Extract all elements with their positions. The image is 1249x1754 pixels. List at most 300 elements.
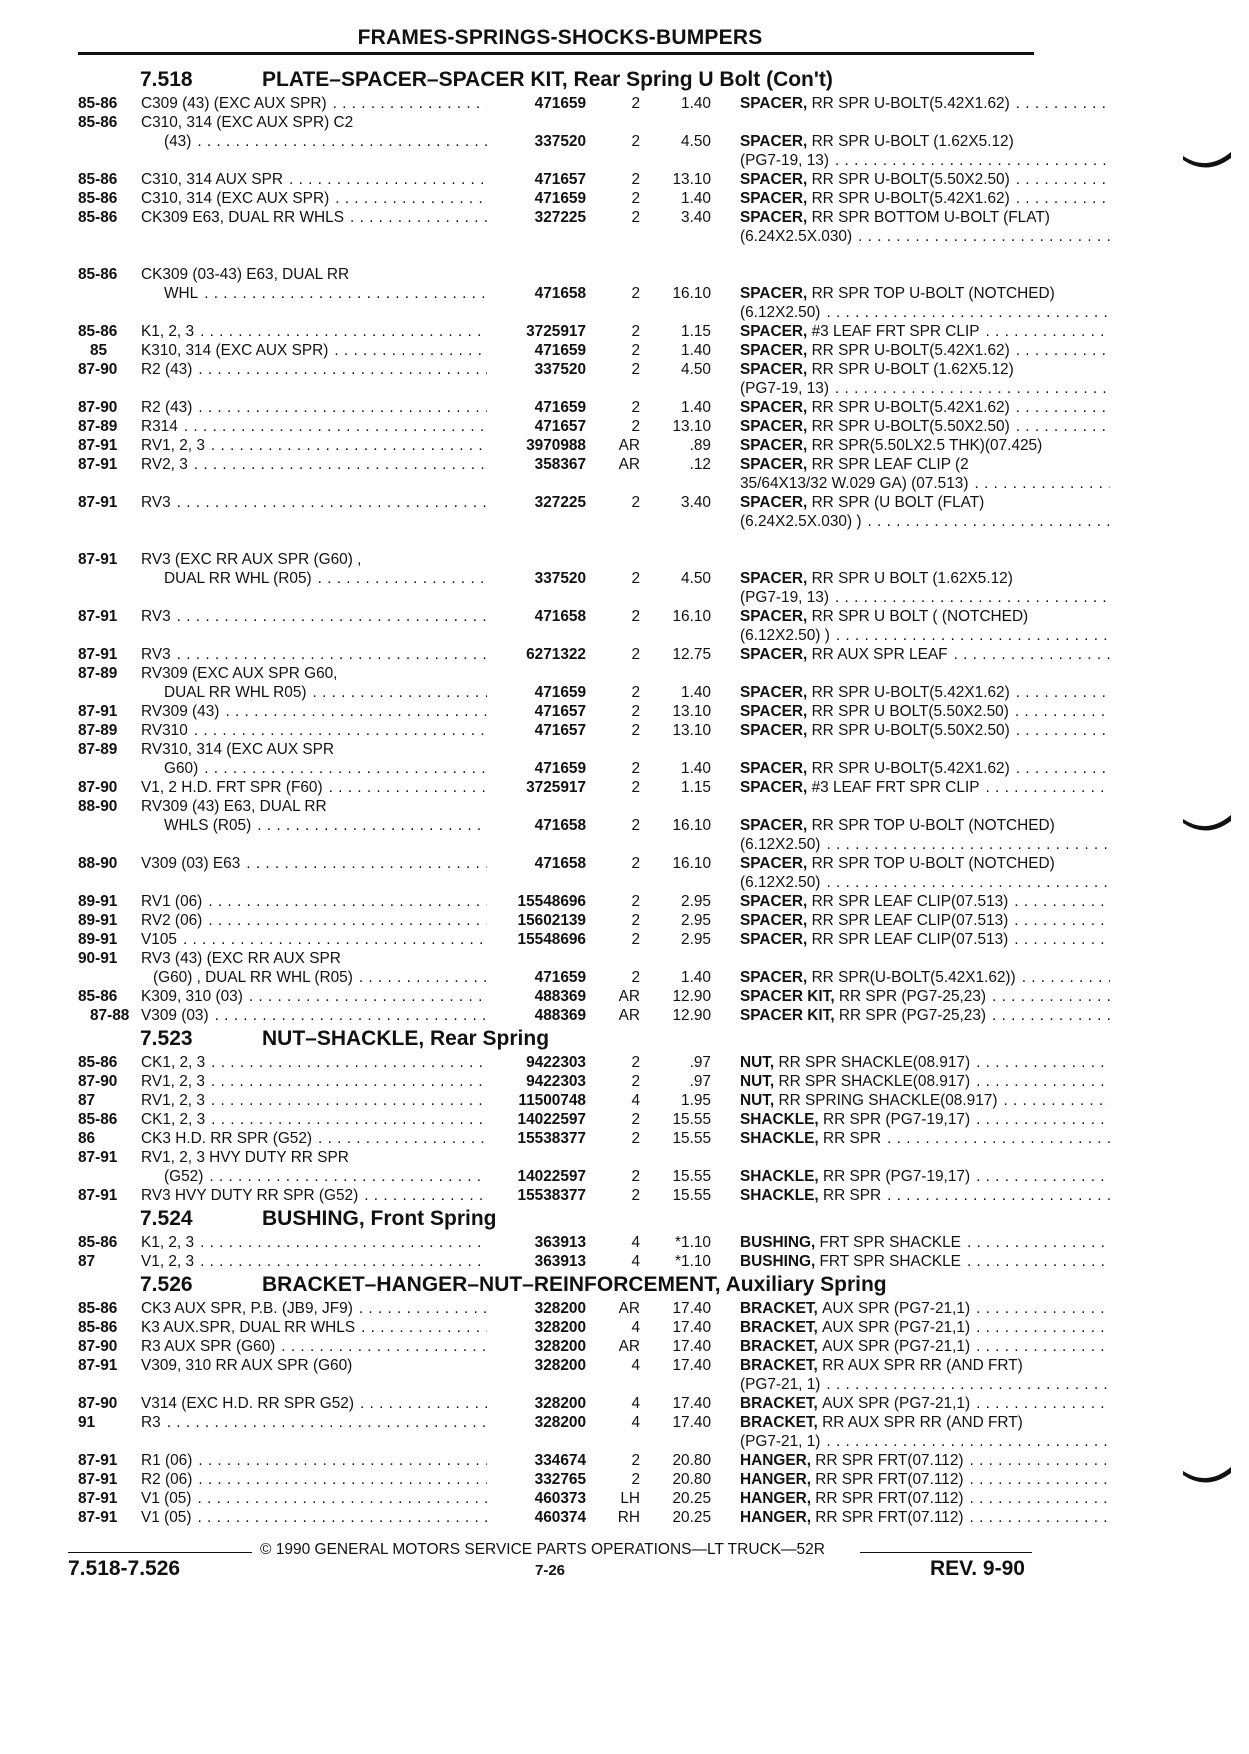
price: 17.40 [672,1300,711,1317]
part-description [740,227,1110,246]
part-description [740,645,1110,664]
part-row [78,550,1038,569]
part-row [78,341,1038,360]
description-text: RR SPR U-BOLT(5.50X2.50) [811,418,1010,435]
model-text: RV2 (06) [141,912,203,929]
part-number: 471659 [534,684,586,701]
dot-leader [1014,911,1110,930]
model-text: DUAL RR WHL R05) [164,684,307,701]
part-row [78,1129,1038,1148]
model-year: 86 [78,1130,96,1147]
part-row [78,1508,1038,1527]
dot-leader [184,417,487,436]
part-number: 15548696 [517,893,586,910]
part-row [78,949,1038,968]
model-application [141,1110,487,1129]
part-row [78,493,1038,512]
part-number: 488369 [534,988,586,1005]
price: 16.10 [672,608,711,625]
part-number: 337520 [534,361,586,378]
description-text: RR SPR LEAF CLIP(07.513) [811,931,1009,948]
dot-leader [976,1053,1110,1072]
price: 20.80 [672,1452,711,1469]
dot-leader [198,1470,487,1489]
description-noun: SPACER, [740,399,808,416]
quantity: 2 [631,703,640,720]
model-text: RV309 (43) [141,703,220,720]
model-year: 85-86 [78,988,118,1005]
dot-leader [200,1252,487,1271]
description-noun: SPACER, [740,646,808,663]
quantity: 4 [631,1092,640,1109]
part-description [740,778,1110,797]
part-description [740,607,1110,626]
model-text: DUAL RR WHL (R05) [164,570,312,587]
description-text: RR SPR SHACKLE(08.917) [778,1054,971,1071]
page-header-title: FRAMES-SPRINGS-SHOCKS-BUMPERS [357,26,763,49]
part-number: 471659 [534,190,586,207]
model-year: 87-89 [78,665,118,682]
part-row [78,1110,1038,1129]
dot-leader [992,1006,1110,1025]
price: 15.55 [672,1187,711,1204]
part-description [740,816,1110,835]
model-year: 87-91 [78,1149,118,1166]
dot-leader [194,455,487,474]
price: 1.15 [681,779,711,796]
model-application [141,170,487,189]
description-noun: SPACER, [740,190,808,207]
model-year: 85 [90,342,108,359]
model-text: C310, 314 (EXC AUX SPR) C2 [141,114,354,131]
description-text: RR SPRING SHACKLE(08.917) [778,1092,998,1109]
model-year: 85-86 [78,95,118,112]
quantity: 2 [631,209,640,226]
price: 1.40 [681,684,711,701]
model-text: R3 [141,1414,161,1431]
model-year: 87-91 [78,456,118,473]
model-application [141,360,487,379]
dot-leader [211,436,487,455]
part-number: 14022597 [517,1111,586,1128]
model-year: 85-86 [78,1111,118,1128]
description-noun: HANGER, [740,1490,811,1507]
model-year: 85-86 [78,209,118,226]
description-text: RR SPR FRT(07.112) [815,1452,964,1469]
price: 1.15 [681,323,711,340]
model-application [141,1186,487,1205]
dot-leader [868,512,1111,531]
dot-leader [257,816,487,835]
model-year: 88-90 [78,855,118,872]
description-text: (PG7-19, 13) [740,589,829,606]
part-row [78,208,1050,227]
model-year: 87-91 [78,1357,118,1374]
description-noun: SPACER, [740,893,808,910]
model-year: 85-86 [78,171,118,188]
description-noun: SHACKLE, [740,1111,819,1128]
description-text: (6.24X2.5X.030) ) [740,513,862,530]
part-number: 328200 [534,1338,586,1355]
model-year: 85-86 [78,1234,118,1251]
model-application [141,1072,487,1091]
model-text: V309 (03) [141,1007,209,1024]
model-text: K309, 310 (03) [141,988,243,1005]
part-number: 334674 [534,1452,586,1469]
description-text: AUX SPR (PG7-21,1) [822,1395,971,1412]
description-text: RR SPR (PG7-25,23) [838,1007,987,1024]
description-noun: BUSHING, [740,1234,816,1251]
description-text: RR SPR U BOLT ( (NOTCHED) [811,608,1029,625]
dot-leader [198,398,487,417]
part-row [78,132,1038,151]
description-noun: SPACER KIT, [740,988,835,1005]
parts-listing [78,66,1055,1527]
model-year: 85-86 [78,266,118,283]
model-application [141,341,487,360]
price: 1.40 [681,190,711,207]
part-description [740,721,1110,740]
description-noun: SPACER, [740,931,808,948]
part-description [740,835,1110,854]
part-number: 328200 [534,1357,586,1374]
footer-page-number: 7-26 [535,1562,566,1579]
dot-leader [197,1508,487,1527]
part-row [78,379,1038,398]
dot-leader [887,1129,1110,1148]
model-year: 85-86 [78,114,118,131]
dot-leader [215,1006,487,1025]
model-application [153,968,487,987]
price: 17.40 [672,1395,711,1412]
description-noun: SHACKLE, [740,1187,819,1204]
description-noun: NUT, [740,1054,775,1071]
dot-leader [198,1451,487,1470]
model-text: RV310 [141,722,188,739]
part-row [78,1186,1038,1205]
model-application [141,1337,487,1356]
part-row [78,1356,1038,1375]
description-text: RR SPR(U-BOLT(5.42X1.62)) [811,969,1016,986]
part-number: 9422303 [526,1073,586,1090]
description-text: RR SPR BOTTOM U-BOLT (FLAT) [811,209,1050,226]
part-row [78,626,1038,645]
dot-leader [976,1072,1110,1091]
quantity: 2 [631,1054,640,1071]
part-description [740,1072,1110,1091]
part-number: 3970988 [526,437,586,454]
dot-leader [970,1470,1110,1489]
part-description [740,417,1110,436]
part-row [78,170,1038,189]
part-number: 9422303 [526,1054,586,1071]
part-row [78,968,1038,987]
part-description [740,1233,1110,1252]
model-application [141,892,487,911]
dot-leader [970,1489,1110,1508]
description-text: RR SPR (PG7-19,17) [822,1168,971,1185]
part-number: 460374 [534,1509,586,1526]
dot-leader [970,1508,1110,1527]
part-description [740,588,1110,607]
part-row [78,873,1038,892]
quantity: 4 [631,1414,640,1431]
part-description [740,569,1110,588]
part-row [78,1233,1038,1252]
quantity: 4 [631,1357,640,1374]
description-noun: SPACER, [740,570,808,587]
dot-leader [177,645,487,664]
model-text: CK3 AUX SPR, P.B. (JB9, JF9) [141,1300,353,1317]
dot-leader [826,303,1110,322]
description-text: (6.12X2.50) ) [740,627,830,644]
footer-section-range: 7.518-7.526 [68,1557,181,1580]
part-row [78,474,1038,493]
dot-leader [836,626,1110,645]
price: 2.95 [681,893,711,910]
part-description [740,1470,1110,1489]
dot-leader [361,1318,487,1337]
model-year: 85-86 [78,1300,118,1317]
model-year: 87-89 [78,418,118,435]
model-text: R2 (43) [141,399,193,416]
part-row [78,1337,1038,1356]
price: 16.10 [672,285,711,302]
section-heading [78,1205,1038,1233]
model-application [141,208,487,227]
part-description [740,1394,1110,1413]
part-number: 488369 [534,1007,586,1024]
part-number: 471659 [534,969,586,986]
price: 1.40 [681,969,711,986]
model-text: C310, 314 (EXC AUX SPR) [141,190,330,207]
part-number: 471657 [534,171,586,188]
part-row [78,1489,1038,1508]
part-row [78,303,1038,322]
binder-hole-mark [1181,1465,1233,1487]
section-heading [78,1271,1038,1299]
part-row [78,189,1038,208]
description-noun: SPACER, [740,342,808,359]
dot-leader [1014,930,1110,949]
part-description [740,379,1110,398]
part-number: 471657 [534,703,586,720]
model-text: R3 AUX SPR (G60) [141,1338,276,1355]
dot-leader [200,1233,487,1252]
model-text: CK1, 2, 3 [141,1054,206,1071]
price: 2.95 [681,931,711,948]
model-text: WHL [164,285,199,302]
part-description [740,1375,1110,1394]
dot-leader [333,94,487,113]
description-text: RR AUX SPR RR (AND FRT) [822,1414,1023,1431]
model-application [141,1091,487,1110]
part-row [78,1470,1038,1489]
dot-leader [1014,892,1110,911]
part-description [740,341,1110,360]
description-noun: NUT, [740,1073,775,1090]
model-application [164,683,487,702]
part-row [78,436,1043,455]
part-row [78,512,1038,531]
model-text: (43) [164,133,192,150]
part-number: 358367 [534,456,586,473]
part-description [740,1110,1110,1129]
part-description [740,1129,1110,1148]
description-text: RR SPR TOP U-BOLT (NOTCHED) [811,817,1055,834]
dot-leader [350,208,487,227]
part-description [740,702,1110,721]
row-spacer [78,246,1038,265]
model-application [141,1053,487,1072]
dot-leader [1022,968,1110,987]
part-description [740,854,1110,873]
description-text: RR SPR U-BOLT(5.50X2.50) [811,722,1010,739]
model-text: R2 (43) [141,361,193,378]
model-application [141,417,487,436]
description-noun: SPACER, [740,95,808,112]
model-text: RV310, 314 (EXC AUX SPR [141,741,335,758]
model-year: 87-90 [78,779,118,796]
description-text: AUX SPR (PG7-21,1) [822,1338,971,1355]
price: 3.40 [681,494,711,511]
binder-hole-mark [1181,150,1233,172]
dot-leader [329,778,487,797]
section-number: 7.518 [140,68,193,91]
part-row [78,778,1038,797]
quantity: 2 [631,323,640,340]
description-noun: SPACER, [740,171,808,188]
dot-leader [208,892,487,911]
part-number: 471658 [534,855,586,872]
price: 16.10 [672,855,711,872]
description-text: RR SPR U-BOLT(5.50X2.50) [811,171,1010,188]
description-text: RR SPR U-BOLT(5.42X1.62) [811,190,1010,207]
dot-leader [858,227,1110,246]
description-text: (PG7-21, 1) [740,1433,821,1450]
dot-leader [204,759,487,778]
description-text: RR SPR FRT(07.112) [815,1490,964,1507]
model-text: RV309 (EXC AUX SPR G60, [141,665,338,682]
footer-revision: REV. 9-90 [930,1557,1025,1580]
model-application [141,1508,487,1527]
price: 4.50 [681,570,711,587]
price: 1.40 [681,760,711,777]
dot-leader [976,1337,1110,1356]
part-row [78,740,1038,759]
model-application [141,189,487,208]
model-year: 89-91 [78,931,118,948]
model-year: 87 [78,1092,96,1109]
model-text: CK1, 2, 3 [141,1111,206,1128]
part-row [78,683,1038,702]
part-description [740,189,1110,208]
quantity: 2 [631,133,640,150]
part-description [740,1356,1110,1375]
part-description [740,1413,1110,1432]
dot-leader [318,1129,487,1148]
dot-leader [1016,398,1110,417]
part-row [78,1299,1038,1318]
description-noun: SHACKLE, [740,1168,819,1185]
price: 4.50 [681,361,711,378]
quantity: 2 [631,418,640,435]
description-text: RR SPR LEAF CLIP(07.513) [811,912,1009,929]
model-text: K310, 314 (EXC AUX SPR) [141,342,329,359]
model-application [141,113,487,132]
model-text: RV3 (EXC RR AUX SPR (G60) , [141,551,362,568]
section-number: 7.526 [140,1273,193,1296]
part-description [740,683,1110,702]
part-description [740,1451,1110,1470]
dot-leader [249,987,487,1006]
part-row [78,930,1038,949]
part-description [740,1508,1110,1527]
part-row [78,892,1038,911]
description-text: (6.12X2.50) [740,836,821,853]
description-noun: BRACKET, [740,1357,818,1374]
quantity: RH [617,1509,640,1526]
model-text: RV3 [141,646,171,663]
dot-leader [318,569,487,588]
quantity: AR [618,456,640,473]
part-description [740,1489,1110,1508]
price: .97 [689,1073,711,1090]
footer-rule-left [68,1552,252,1553]
model-year: 85-86 [78,190,118,207]
dot-leader [1016,417,1110,436]
model-application [141,778,487,797]
part-description [740,208,1110,227]
part-description [740,1053,1110,1072]
part-row [78,227,1038,246]
dot-leader [246,854,487,873]
part-description [740,398,1110,417]
description-text: #3 LEAF FRT SPR CLIP [811,323,980,340]
model-application [141,1451,487,1470]
price: 17.40 [672,1357,711,1374]
dot-leader [334,341,487,360]
dot-leader [198,360,487,379]
description-text: 35/64X13/32 W.029 GA) (07.513) [740,475,969,492]
part-row [78,645,1038,664]
description-text: (6.12X2.50) [740,304,821,321]
quantity: 2 [631,342,640,359]
model-text: V1, 2 H.D. FRT SPR (F60) [141,779,323,796]
model-year: 87-90 [78,399,118,416]
description-text: RR SPR U-BOLT(5.42X1.62) [811,95,1010,112]
quantity: 4 [631,1395,640,1412]
part-row [78,1375,1038,1394]
description-noun: SPACER, [740,418,808,435]
model-application [164,816,487,835]
dot-leader [197,132,487,151]
dot-leader [177,607,487,626]
dot-leader [976,1318,1110,1337]
model-year: 90-91 [78,950,118,967]
description-text: RR SPR LEAF CLIP(07.513) [811,893,1009,910]
section-title: BRACKET–HANGER–NUT–REINFORCEMENT, Auxiliary Spring [262,1273,887,1296]
section-title: NUT–SHACKLE, Rear Spring [262,1027,550,1050]
dot-leader [1003,1091,1110,1110]
model-year: 87-91 [78,703,118,720]
description-noun: BUSHING, [740,1253,816,1270]
part-number: 11500748 [518,1092,586,1109]
model-text: R314 [141,418,178,435]
description-text: RR AUX SPR LEAF [811,646,948,663]
dot-leader [209,1167,487,1186]
model-text: V105 [141,931,177,948]
